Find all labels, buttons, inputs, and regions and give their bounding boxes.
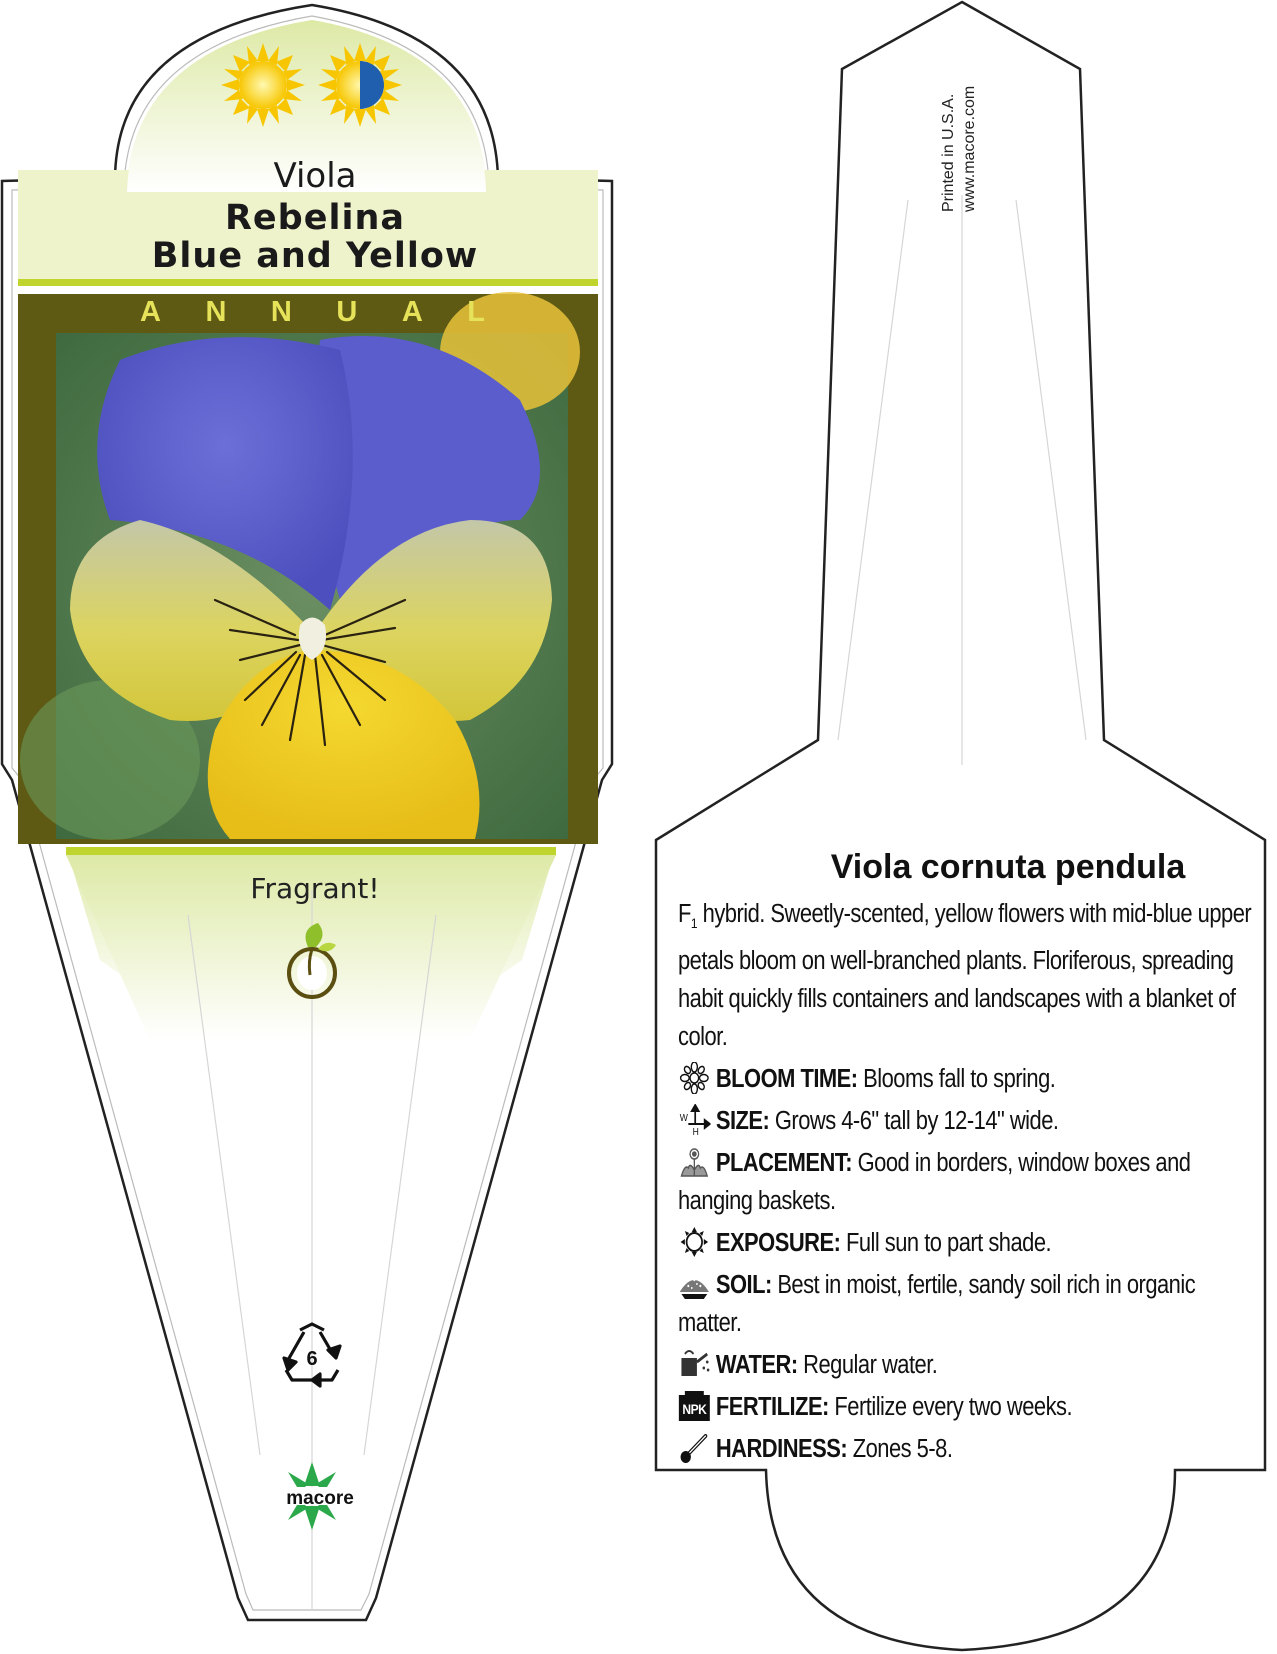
attr-label: HARDINESS:: [715, 1435, 848, 1464]
description: [678, 895, 1254, 1056]
attribute-exposure: [678, 1224, 1254, 1262]
description-text: hybrid. Sweetly-scented, yellow flowers with mid-blue upper petals bloom on well-branched plants. Floriferous, spreading habit quickly fills containers and landscapes with a blanket of color.: [678, 900, 1252, 1052]
attribute-hardiness: [678, 1430, 1254, 1468]
full-sun-icon: [221, 43, 305, 127]
attr-label: FERTILIZE:: [715, 1393, 829, 1422]
attribute-fertilize: [678, 1388, 1254, 1426]
attribute-soil: [678, 1266, 1254, 1342]
size-h: H: [692, 1126, 699, 1137]
plant-genus: Viola: [273, 156, 357, 196]
attr-text: Best in moist, fertile, sandy soil rich in organic matter.: [678, 1271, 1196, 1338]
attribute-bloom-time: [678, 1060, 1254, 1098]
attr-label: PLACEMENT:: [715, 1149, 853, 1178]
attribute-size: [678, 1102, 1254, 1140]
water-icon: [678, 1348, 711, 1380]
attr-label: BLOOM TIME:: [715, 1065, 858, 1094]
attr-text: Zones 5-8.: [847, 1435, 953, 1464]
scientific-name: Viola cornuta pendula: [830, 848, 1186, 886]
attr-label: WATER:: [715, 1351, 798, 1380]
category-letter: N: [270, 296, 292, 328]
brand-name: macore: [286, 1488, 354, 1509]
recycle-number: 6: [306, 1348, 318, 1370]
care-info: [678, 848, 1258, 1468]
website: www.macore.com: [961, 85, 978, 212]
exposure-icon: [678, 1226, 711, 1258]
category-letter: N: [205, 296, 227, 328]
size-icon: [678, 1104, 711, 1136]
attr-text: Grows 4-6" tall by 12-14" wide.: [769, 1107, 1059, 1136]
attr-text: Full sun to part shade.: [840, 1229, 1052, 1258]
printed-in: Printed in U.S.A.: [940, 93, 957, 212]
category-letter: A: [140, 296, 161, 328]
bloom-time-icon: [678, 1062, 711, 1094]
attr-label: SOIL:: [715, 1271, 772, 1300]
fertilize-icon: [678, 1390, 711, 1422]
attr-text: Good in borders, window boxes and hanging baskets.: [678, 1149, 1191, 1216]
placement-icon: [678, 1146, 711, 1178]
attr-text: Blooms fall to spring.: [857, 1065, 1056, 1094]
hybrid-sub: 1: [690, 915, 698, 932]
feature-label: Fragrant!: [250, 872, 380, 905]
category-letter: L: [467, 296, 485, 328]
attr-label: SIZE:: [715, 1107, 770, 1136]
attribute-placement: [678, 1144, 1254, 1220]
attr-text: Regular water.: [797, 1351, 938, 1380]
attr-text: Fertilize every two weeks.: [828, 1393, 1073, 1422]
flower-photo: [20, 292, 580, 840]
print-info: [938, 86, 980, 212]
category-letter: U: [336, 296, 358, 328]
hardiness-icon: [678, 1432, 711, 1464]
category-letter: A: [401, 296, 423, 328]
attr-label: EXPOSURE:: [715, 1229, 841, 1258]
plant-variety-line1: Rebelina: [224, 198, 405, 238]
size-w: W: [679, 1112, 688, 1124]
plant-variety-line2: Blue and Yellow: [151, 236, 479, 276]
attribute-water: [678, 1346, 1254, 1384]
category-label: [140, 296, 485, 329]
hybrid-f: F: [678, 900, 691, 928]
soil-icon: [678, 1268, 711, 1300]
npk-label: NPK: [682, 1401, 707, 1418]
part-shade-icon: [318, 43, 402, 127]
